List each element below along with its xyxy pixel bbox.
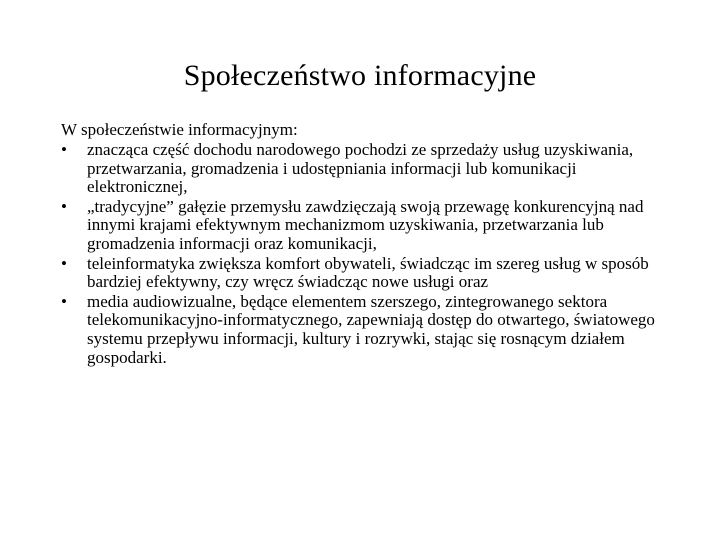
bullet-item	[61, 198, 671, 254]
bullet-text: teleinformatyka zwiększa komfort obywateli, świadcząc im szereg usług w sposób bardziej efektywny, czy wręcz świadcząc nowe usługi oraz	[87, 253, 649, 292]
slide-content	[61, 120, 671, 367]
intro-text: W społeczeństwie informacyjnym:	[61, 120, 298, 139]
bullet-text: media audiowizualne, będące elementem szerszego, zintegrowanego sektora telekomunikacyjno-informatycznego, zapewniają dostęp do otwartego, światowego systemu przepływu informacji, kultury i rozrywki, stając się rosnącym działem gospodarki.	[87, 291, 655, 367]
bullet-list	[61, 141, 671, 367]
bullet-text: znacząca część dochodu narodowego pochodzi ze sprzedaży usług uzyskiwania, przetwarzania, gromadzenia i udostępniania informacji lub komunikacji elektronicznej,	[87, 140, 634, 197]
bullet-icon: •	[61, 253, 67, 273]
bullet-item	[61, 141, 671, 197]
bullet-icon: •	[61, 291, 67, 311]
bullet-icon: •	[61, 196, 67, 216]
bullet-item	[61, 293, 671, 367]
bullet-item	[61, 255, 671, 292]
slide-title: Społeczeństwo informacyjne	[183, 59, 537, 92]
bullet-text: „tradycyjne” gałęzie przemysłu zawdzięczają swoją przewagę konkurencyjną nad innymi krajami efektywnym mechanizmom uzyskiwania, przetwarzania lub gromadzenia informacji oraz komunikacji,	[87, 196, 644, 253]
bullet-icon: •	[61, 140, 67, 159]
